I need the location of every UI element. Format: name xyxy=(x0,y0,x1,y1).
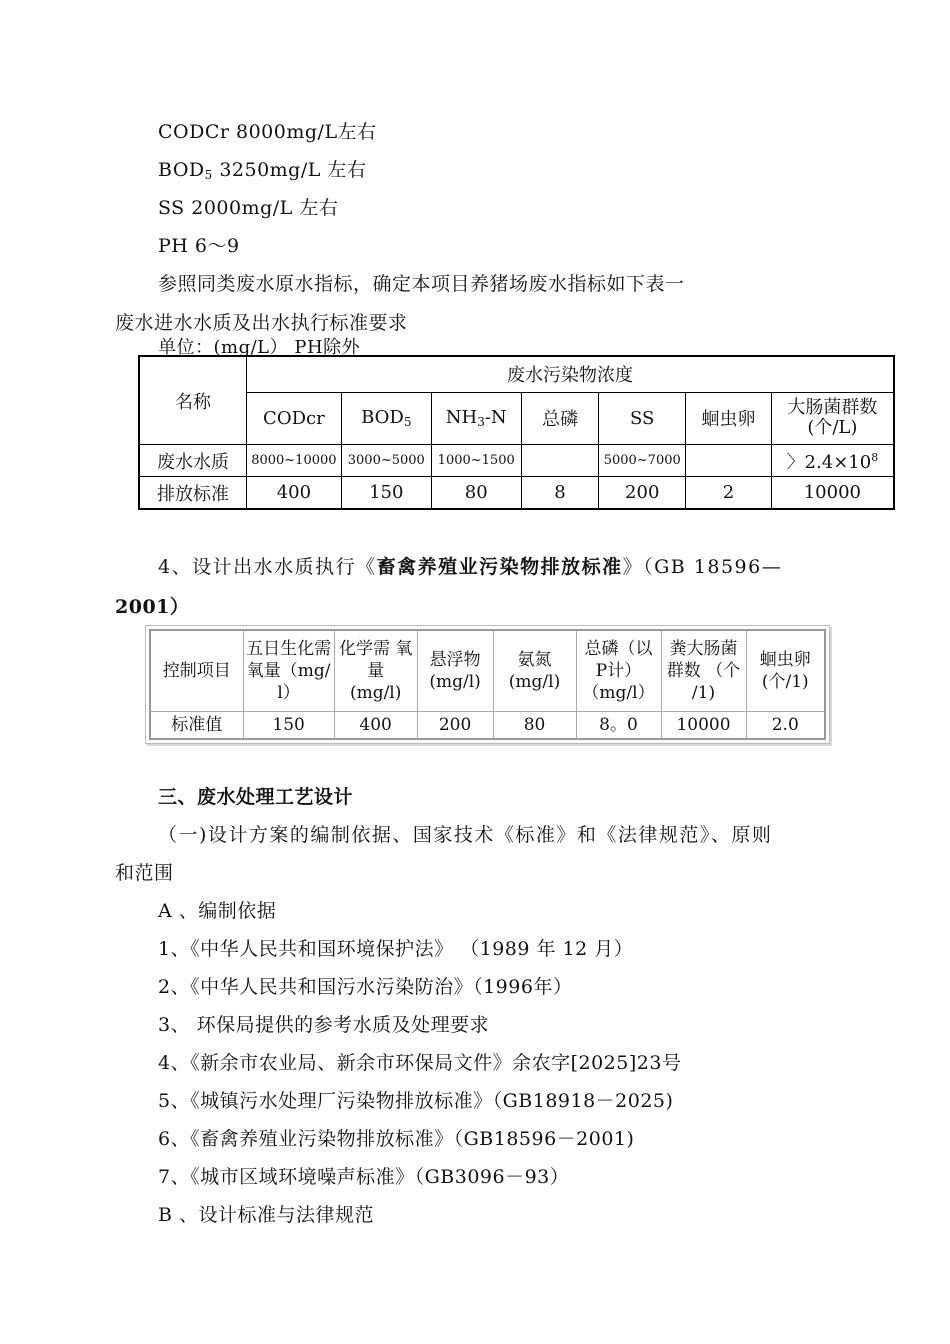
section-a-heading: A 、编制依据 xyxy=(158,900,277,922)
col-roundworm-eggs: 蛔虫卵 xyxy=(686,392,772,444)
hdr-tp-l3: （mg/l） xyxy=(582,682,655,703)
hdr-bod-l3: l） xyxy=(277,682,300,703)
hdr-bod-l1: 五日生化需 xyxy=(246,638,332,659)
unit-note: 单位：(mg/L） PH除外 xyxy=(158,337,361,358)
hdr-tp xyxy=(576,630,661,711)
hdr-bod xyxy=(243,630,334,711)
row-label-standard: 排放标准 xyxy=(139,477,246,509)
hdr-coli-l1: 粪大肠菌 xyxy=(669,638,738,659)
table1-title: 废水进水水质及出水执行标准要求 xyxy=(115,312,408,334)
cell: 400 xyxy=(246,477,341,509)
col-coliform xyxy=(771,392,894,444)
table-row xyxy=(150,630,825,711)
cell: 10000 xyxy=(771,477,894,509)
reference-paragraph: 参照同类废水原水指标，确定本项目养猪场废水指标如下表一 xyxy=(158,273,685,295)
hdr-cod-l2: 量 xyxy=(367,660,385,681)
hdr-coli-l3: /1) xyxy=(691,682,716,703)
hdr-fecal-coliform xyxy=(661,630,746,711)
section3-heading: 三、废水处理工艺设计 xyxy=(158,786,354,808)
col-coliform-line1: 大肠菌群数 xyxy=(787,397,878,419)
col-coliform-line2: (个/L) xyxy=(807,417,858,439)
table-row xyxy=(150,711,825,739)
col-bod-sub: 5 xyxy=(403,415,412,430)
codcr-line: CODCr 8000mg/L左右 xyxy=(158,121,377,143)
hdr-egg-l2: (个/1) xyxy=(761,671,809,692)
bod-prefix: BOD xyxy=(158,159,205,181)
hdr-ss-l2: (mg/l) xyxy=(429,671,481,692)
cell: 5000~7000 xyxy=(599,445,686,477)
hdr-tp-l1: 总磷（以 xyxy=(584,638,653,659)
col-nh-suffix: -N xyxy=(484,407,507,429)
hdr-nh-l2: (mg/l) xyxy=(508,671,561,692)
coliform-exponent: 8 xyxy=(871,450,879,464)
col-codcr: CODcr xyxy=(246,392,341,444)
cell: 200 xyxy=(417,711,493,739)
hdr-bod-l2: 氧量（mg/ xyxy=(246,660,331,681)
list-item: 5、《城镇污水处理厂污染物排放标准》（GB18918－2025) xyxy=(158,1090,674,1112)
cell: 400 xyxy=(334,711,417,739)
list-item: 1、《中华人民共和国环境保护法》 （1989 年 12 月） xyxy=(158,938,634,960)
col-ss: SS xyxy=(599,392,686,444)
hdr-egg-l1: 蛔虫卵 xyxy=(759,649,811,670)
hdr-cod-l1: 化学需 氧 xyxy=(338,638,413,659)
list-item: 6、《畜禽养殖业污染物排放标准》（GB18596－2001) xyxy=(158,1128,635,1150)
list-item: 4、《新余市农业局、新余市环保局文件》余农字[2025]23号 xyxy=(158,1052,682,1074)
cell: 80 xyxy=(431,477,521,509)
list-item: 7、《城市区域环境噪声标准》（GB3096－93） xyxy=(158,1166,570,1188)
col-nh3n xyxy=(431,392,521,444)
ss-line: SS 2000mg/L 左右 xyxy=(158,197,339,219)
row-label-raw: 废水水质 xyxy=(139,445,246,477)
name-header: 名称 xyxy=(139,356,246,445)
col-bod-prefix: BOD xyxy=(361,407,404,429)
col-nh-sub: 3 xyxy=(477,415,485,430)
cell: 10000 xyxy=(661,711,746,739)
hdr-control-item: 控制项目 xyxy=(150,630,243,711)
cell: 1000~1500 xyxy=(431,445,521,477)
bod-line xyxy=(158,155,366,182)
col-nh-prefix: NH xyxy=(445,407,478,429)
section3-sub1-line1: （一)设计方案的编制依据、国家技术《标准》和《法律规范》、原则 xyxy=(158,824,773,846)
section4-line2: 2001） xyxy=(115,596,190,618)
col-bod xyxy=(341,392,431,444)
ph-line: PH 6～9 xyxy=(158,235,240,257)
row-label-standard-value: 标准值 xyxy=(150,711,243,739)
cell xyxy=(686,445,772,477)
hdr-ss-l1: 悬浮物 xyxy=(429,649,481,670)
cell: 2.0 xyxy=(746,711,825,739)
cell: 3000~5000 xyxy=(341,445,431,477)
cell: 80 xyxy=(493,711,576,739)
table-row xyxy=(139,356,894,392)
coliform-base: 〉2.4×10 xyxy=(786,451,872,473)
cell: 8000~10000 xyxy=(246,445,341,477)
col-total-phosphorus: 总磷 xyxy=(521,392,599,444)
table-row xyxy=(139,477,894,509)
cell-coliform-raw xyxy=(771,445,894,477)
cell xyxy=(521,445,599,477)
water-quality-table xyxy=(138,355,895,510)
cell: 8 xyxy=(521,477,599,509)
section-b-heading: B 、设计标准与法律规范 xyxy=(158,1204,375,1226)
discharge-standard-table-frame xyxy=(145,625,830,744)
bod-value: 3250mg/L 左右 xyxy=(219,159,367,181)
hdr-cod xyxy=(334,630,417,711)
hdr-ammonia xyxy=(493,630,576,711)
table-row xyxy=(139,445,894,477)
cell: 8。0 xyxy=(576,711,661,739)
section4-suffix: 》（GB 18596— xyxy=(622,556,783,578)
hdr-ss xyxy=(417,630,493,711)
hdr-coli-l2: 群数 （个 xyxy=(666,660,741,681)
hdr-tp-l2: P计） xyxy=(595,660,642,681)
list-item: 2、《中华人民共和国污水污染防治》（1996年） xyxy=(158,976,573,998)
discharge-standard-table xyxy=(149,629,826,740)
hdr-roundworm xyxy=(746,630,825,711)
section4-line1 xyxy=(158,552,782,579)
cell: 200 xyxy=(599,477,686,509)
hdr-cod-l3: (mg/l) xyxy=(349,682,402,703)
list-item: 3、 环保局提供的参考水质及处理要求 xyxy=(158,1014,490,1036)
table-row xyxy=(139,392,894,444)
section3-sub1-line2: 和范围 xyxy=(115,862,174,884)
cell: 150 xyxy=(341,477,431,509)
section4-prefix: 4、设计出水水质执行《 xyxy=(158,556,377,578)
cell: 150 xyxy=(243,711,334,739)
section4-standard-name: 畜禽养殖业污染物排放标准 xyxy=(376,556,623,578)
bod-subscript: 5 xyxy=(204,168,213,182)
concentration-header: 废水污染物浓度 xyxy=(246,356,894,392)
cell: 2 xyxy=(686,477,772,509)
hdr-nh-l1: 氨氮 xyxy=(517,649,552,670)
